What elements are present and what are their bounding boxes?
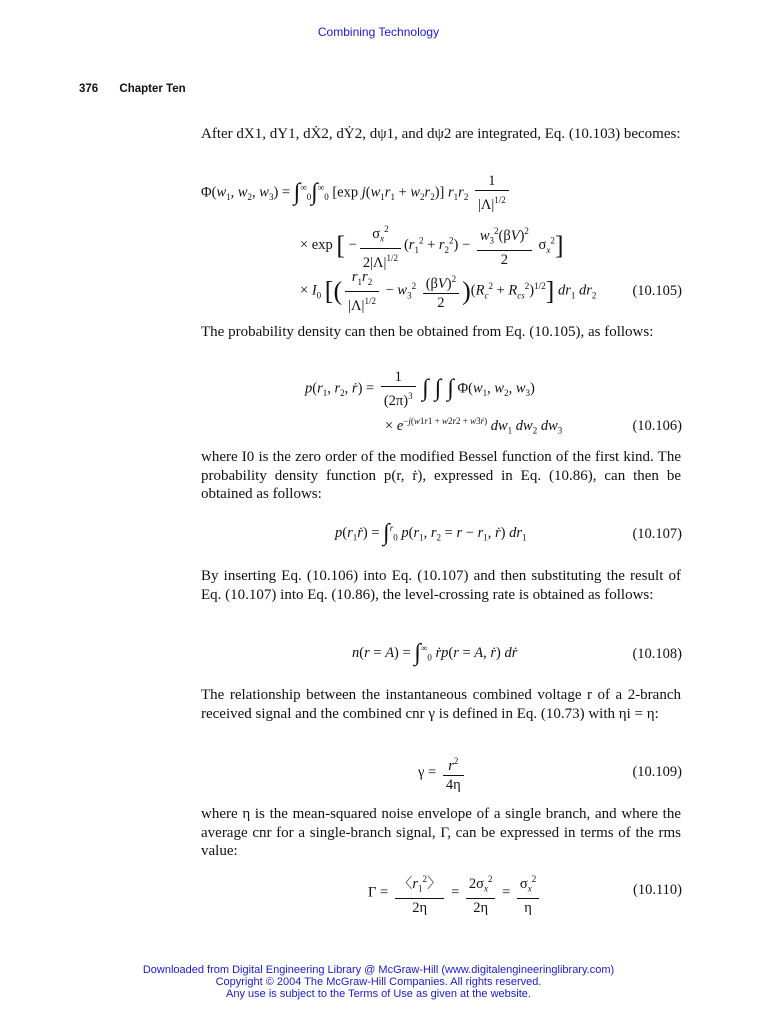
equation-number: (10.110) (633, 882, 682, 898)
footer-download-link[interactable]: Downloaded from Digital Engineering Library @ McGraw-Hill (www.digitalengineeringlibrary.com) (142, 964, 615, 976)
running-header: Combining Technology (317, 25, 440, 39)
paragraph-4: By inserting Eq. (10.106) into Eq. (10.107) and then substituting the result of Eq. (10.107) into Eq. (10.86), the level-crossing rate is obtained as follows: (201, 568, 681, 603)
equation-number: (10.106) (632, 418, 682, 434)
equation-10-106-line1: $p(r_1$, $r_2$, ṙ) = $\frac{1}{(2\pi)^3}$ ∫ ∫ ∫ $\Phi(w_1$, $w_2$, $w_3$) (305, 369, 535, 409)
equation-10-107: $p(r_1ṙ) = \int^r_0$ $p(r_1$, $r_2 = r - r_1$, ṙ) $dr_1$ (335, 520, 527, 546)
equation-10-108: $n(r = A) = \int^\infty_0$ ṙp(r = A, ṙ) dṙ (352, 640, 518, 666)
equation-10-105-line3: × $I_0$ [( $\frac{r_1r_2}{|\Lambda|^{1/2}}$ − $w_3^2$ $\frac{(\beta V)^2}{2}$ )$(R_c^2 + R_{cs}^2)^{1/2}$] $dr_1$ $dr_2$ (300, 269, 597, 314)
equation-10-109: γ = $\frac{r^2}{4\eta}$ (418, 752, 467, 794)
footer (0, 964, 757, 1000)
equation-number: (10.105) (632, 283, 682, 299)
equation-number: (10.109) (632, 764, 682, 780)
paragraph-5: The relationship between the instantaneous combined voltage r of a 2-branch received signal and the combined cnr γ is defined in Eq. (10.73) with ηi = η: (201, 687, 681, 722)
page-line (79, 83, 204, 95)
footer-copyright: Copyright © 2004 The McGraw-Hill Companies. All rights reserved. (215, 976, 542, 988)
equation-number: (10.107) (632, 526, 682, 542)
paragraph-2: The probability density can then be obtained from Eq. (10.105), as follows: (201, 324, 654, 340)
footer-terms-link[interactable]: Any use is subject to the Terms of Use as given at the website. (226, 988, 531, 1000)
page-number: 376 (79, 83, 99, 95)
paragraph-3: where I0 is the zero order of the modified Bessel function of the first kind. The probability density function p(r, ṙ), expressed in Eq. (10.86), can then be obtained as follows: (201, 449, 681, 502)
equation-10-110: Γ = $\frac{〈r_1^2〉}{2\eta}$ = $\frac{2\sigma_x^2}{2\eta}$ = $\frac{\sigma_x^2}{\eta}$ (368, 870, 542, 917)
equation-10-105-line1: $\Phi(w_1$, $w_2$, $w_3) = \int^\infty_0\int^\infty_0$ [exp $j(w_1r_1 + w_2r_2)$] $r_1r_2$ $\frac{1}{|\Lambda|^{1/2}}$ (201, 172, 512, 214)
equation-10-105-line2: × exp [ − $\frac{\sigma_x^2}{2|\Lambda|^{1/2}}$ $(r_1^2 + r_2^2)$ − $\frac{w_3^2(\beta V)^2}{2}$ $\sigma_x^2$] (300, 220, 564, 272)
equation-number: (10.108) (632, 646, 682, 662)
paragraph-6: where η is the mean-squared noise envelope of a single branch, and where the average cnr for a single-branch signal, Γ, can be expressed in terms of the rms value: (201, 806, 681, 859)
paragraph-1: After dX1, dY1, dẊ2, dẎ2, dψ1, and dψ2 are integrated, Eq. (10.103) becomes: (201, 126, 681, 142)
chapter-title: Chapter Ten (119, 83, 186, 95)
equation-10-106-line2: × $e^{-j(w1r1 + w2r2 + w3ṙ)}$ $dw_1$ $dw_2$ $dw_3$ (385, 416, 563, 436)
